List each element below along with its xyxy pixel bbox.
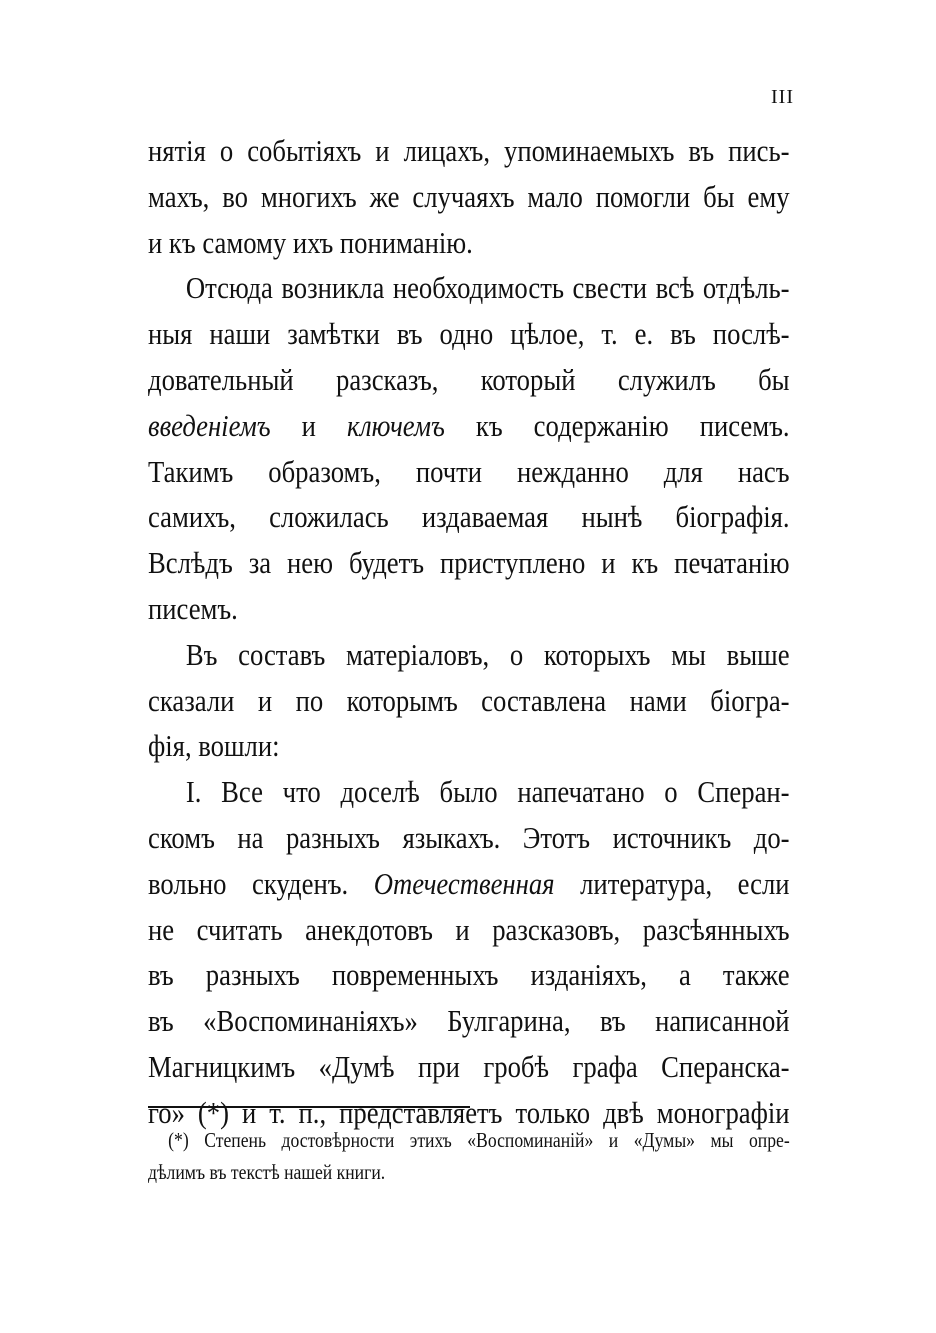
text-span: къ содержанію писемъ.	[444, 407, 790, 443]
footnote-line: дѣлимъ въ текстѣ нашей книги.	[148, 1160, 386, 1184]
text-line: сказали и по которымъ составлена нами біогра-	[148, 682, 790, 718]
text-line: Вслѣдъ за нею будетъ приступлено и къ печатанію	[148, 545, 790, 581]
text-line: I. Все что доселѣ было напечатано о Сперан-	[185, 774, 790, 810]
text-line: и къ самому ихъ пониманію.	[148, 224, 473, 260]
text-line: въ «Воспоминаніяхъ» Булгарина, въ написанной	[148, 1003, 790, 1039]
text-line: Магницкимъ «Думѣ при гробѣ графа Сперанска-	[148, 1048, 790, 1084]
text-span: и	[270, 407, 348, 443]
text-line: самихъ, сложилась издаваемая нынѣ біографія.	[148, 499, 790, 535]
italic-term: Отечественная	[373, 865, 555, 901]
text-line: писемъ.	[148, 590, 238, 626]
footnote-line: (*) Степень достовѣрности этихъ «Воспоминаній» и «Думы» мы опре-	[168, 1128, 790, 1152]
text-line: Отсюда возникла необходимость свести всѣ отдѣль-	[185, 270, 790, 306]
footnote	[148, 1124, 790, 1188]
italic-term: введеніемъ	[148, 407, 271, 443]
text-line-mixed	[148, 403, 790, 449]
text-line-mixed	[148, 861, 790, 907]
text-line: ныя наши замѣтки въ одно цѣлое, т. е. въ послѣ-	[148, 316, 790, 352]
text-line: го» (*) и т. п., представляетъ только двѣ монографіи	[148, 1094, 790, 1130]
text-line: скомъ на разныхъ языкахъ. Этотъ источникъ до-	[148, 819, 790, 855]
text-line: въ разныхъ повременныхъ изданіяхъ, а также	[148, 957, 790, 993]
text-line: махъ, во многихъ же случаяхъ мало помогли бы ему	[148, 178, 790, 214]
text-span: вольно скуденъ.	[148, 865, 374, 901]
text-line: нятія о событіяхъ и лицахъ, упоминаемыхъ въ пись-	[148, 133, 790, 168]
text-span: литература, если	[554, 865, 790, 901]
italic-term: ключемъ	[347, 407, 445, 443]
text-line: не считать анекдотовъ и разсказовъ, разсѣянныхъ	[148, 911, 790, 947]
text-line: фія, вошли:	[148, 728, 280, 764]
text-line: Такимъ образомъ, почти нежданно для насъ	[148, 453, 790, 489]
page-number: III	[771, 86, 794, 108]
text-line: довательный разсказъ, который служилъ бы	[148, 361, 790, 397]
body-text	[148, 128, 790, 1136]
text-line: Въ составъ матеріаловъ, о которыхъ мы выше	[185, 636, 790, 672]
footnote-divider	[148, 1106, 470, 1108]
